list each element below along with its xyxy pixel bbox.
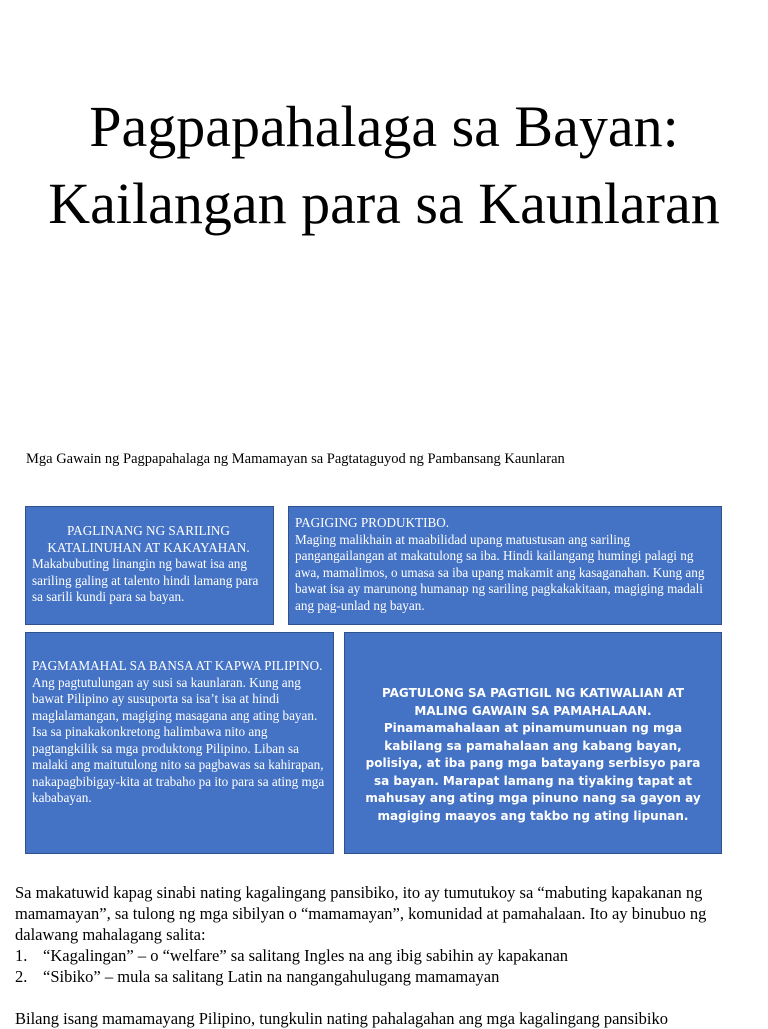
- card-pagmamahal: [25, 632, 334, 854]
- card-body: Ang pagtutulungan ay susi sa kaunlaran. Kung ang bawat Pilipino ay susuporta sa isa’t isa at hindi maglalamangan, magiging masagana ang ating bayan. Isa sa pinakakonkretong halimbawa nito ang pagtangkilik sa mga produktong Pilipino. Liban sa malaki ang maitutulong nito sa pagbawas sa kahirapan, nakapagbibigay-kita at trabaho pa ito para sa ating mga kababayan.: [32, 674, 325, 805]
- page-title: Pagpapahalaga sa Bayan: Kailangan para sa Kaunlaran: [48, 94, 720, 236]
- list-item: [15, 966, 750, 987]
- card-heading: PAGMAMAHAL SA BANSA AT KAPWA PILIPINO.: [32, 658, 323, 673]
- section-subtitle: Mga Gawain ng Pagpapahalaga ng Mamamayan sa Pagtataguyod ng Pambansang Kaunlaran: [26, 451, 565, 467]
- card-katiwalian: [344, 632, 722, 854]
- closing-paragraph: Bilang isang mamamayang Pilipino, tungkulin nating pahalagahan ang mga kagalingang pansibiko: [15, 1009, 668, 1028]
- card-body: Pinamamahalaan at pinamumunuan ng mga kabilang sa pamahalaan ang kabang bayan, polisiya, at iba pang mga batayang serbisyo para sa bayan. Marapat lamang na tiyaking tapat at mahusay ang ating mga pinuno nang sa gayon ay magiging maayos ang takbo ng ating lipunan.: [365, 721, 701, 823]
- card-heading: PAGLINANG NG SARILING KATALINUHAN AT KAKAYAHAN.: [47, 523, 250, 555]
- card-body: Maging malikhain at maabilidad upang matustusan ang sariling pangangailangan at makatulong sa iba. Hindi kailangang humingi palagi ng awa, mamalimos, o umasa sa iba upang makamit ang kasaganahan. Kung ang bawat isa ay marunong humanap ng sariling pagkakakitaan, magiging madali ang pag-unlad ng bayan.: [295, 531, 705, 613]
- list-number: 1.: [15, 946, 28, 965]
- card-produktibo: [288, 506, 722, 625]
- body-paragraph: Sa makatuwid kapag sinabi nating kagalingang pansibiko, ito ay tumutukoy sa “mabuting kapakanan ng mamamayan”, sa tulong ng mga sibilyan o “mamamayan”, komunidad at pamahalaan. Ito ay binubuo ng dalawang mahalagang salita:: [15, 883, 707, 944]
- list-text: “Sibiko” – mula sa salitang Latin na nangangahulugang mamamayan: [43, 967, 500, 986]
- card-heading: PAGIGING PRODUKTIBO.: [295, 515, 450, 530]
- card-paglinang: [25, 506, 274, 625]
- card-body: Makabubuting linangin ng bawat isa ang sariling galing at talento hindi lamang para sa sarili kundi para sa bayan.: [32, 556, 259, 604]
- body-paragraph-block: [15, 882, 750, 987]
- list-number: 2.: [15, 967, 28, 986]
- card-heading: PAGTULONG SA PAGTIGIL NG KATIWALIAN AT MALING GAWAIN SA PAMAHALAAN.: [381, 686, 685, 718]
- list-item: [15, 945, 750, 966]
- list-text: “Kagalingan” – o “welfare” sa salitang Ingles na ang ibig sabihin ay kapakanan: [43, 946, 569, 965]
- definition-list: [15, 945, 750, 987]
